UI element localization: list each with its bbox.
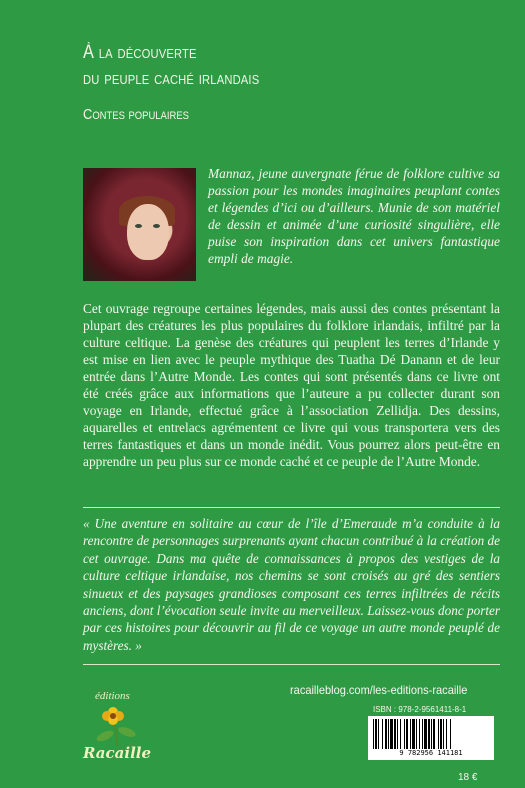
- publisher-logo: [83, 690, 151, 768]
- author-quote: « Une aventure en solitaire au cœur de l’île d’Emeraude m’a conduite à la rencontre de personnages surprenants ayant chacun contribué à la création de cet ouvrage. Dans ma quête de connaissances à propos des vestiges de la culture celtique irlandaise, nos chemins se sont croisés au gré des sentiers sinueux et des paysages grandioses composant ces terres infiltrées de récits anciens, dont l’évocation seule invite au merveilleux. Laissez-vous donc porter par ces histoires pour découvrir au fil de ce voyage un autre monde peuplé de mystères. »: [83, 516, 500, 653]
- portrait-eye-left: [135, 224, 142, 228]
- barcode-bar: [375, 719, 377, 749]
- barcode-bar: [433, 719, 435, 749]
- barcode-bar: [428, 719, 430, 749]
- barcode-bar: [404, 719, 405, 749]
- barcode-bars: [371, 719, 491, 749]
- barcode-bar: [443, 719, 444, 749]
- barcode-bar: [400, 719, 401, 749]
- barcode-block: [368, 705, 500, 769]
- author-bio: Mannaz, jeune auvergnate férue de folklore cultive sa passion pour les mondes imaginaires peuplant contes et légendes d’ici ou d’ailleurs. Munie de son matériel de dessin et animée d’une curiosité singulière, elle puise son inspiration dans cet univers fantastique empli de magie.: [208, 166, 500, 266]
- barcode-bar: [388, 719, 389, 749]
- author-portrait: [83, 168, 196, 281]
- logo-name-text: Racaille: [83, 744, 152, 762]
- isbn-text: ISBN : 978-2-9561411-8-1: [373, 705, 467, 714]
- barcode-bar: [416, 719, 417, 749]
- barcode-digits: 9 782956 141181: [399, 749, 463, 757]
- book-summary: Cet ouvrage regroupe certaines légendes, mais aussi des contes présentant la plupart des créatures les plus populaires du folklore irlandais, infiltré par la culture celtique. La genèse des créatures qui peuplent les terres d’Irlande y est mise en lien avec le peuple mythique des Tuatha Dé Danann et de leur entrée dans l’Autre Monde. Les contes qui sont présentés dans ce livre ont été créés grâce aux informations que l’auteure a pu collecter durant son voyage en Irlande, effectué grâce à l’association Zellidja. Des dessins, aquarelles et entrelacs agrémentent ce livre qui vous transportera vers des terres fantastiques et dans un monde inédit. Vous pourrez alors peut-être en apprendre un peu plus sur ce monde caché et ce peuple de l’Autre Monde.: [83, 301, 500, 469]
- barcode-bar: [397, 719, 398, 749]
- barcode-bar: [446, 719, 447, 749]
- divider-bottom: [83, 664, 500, 665]
- logo-top-text: éditions: [95, 690, 130, 702]
- title-line-2: du peuple caché irlandais: [83, 68, 260, 89]
- barcode-bar: [431, 719, 432, 749]
- publisher-url: racailleblog.com/les-editions-racaille: [290, 683, 468, 697]
- portrait-eye-right: [153, 224, 160, 228]
- barcode-bar: [406, 719, 408, 749]
- barcode-bar: [378, 719, 379, 749]
- book-subtitle: Contes populaires: [83, 106, 189, 123]
- barcode-bar: [422, 719, 423, 749]
- barcode-bar: [419, 719, 420, 749]
- barcode-bar: [382, 719, 383, 749]
- barcode-bar: [450, 719, 451, 749]
- title-line-1: À la découverte: [83, 42, 197, 63]
- barcode-bar: [412, 719, 415, 749]
- barcode-bar: [373, 719, 374, 749]
- price: 18 €: [458, 772, 478, 783]
- barcode-bar: [440, 719, 442, 749]
- barcode-bar: [394, 719, 396, 749]
- portrait-face: [127, 204, 169, 260]
- barcode-bar: [424, 719, 427, 749]
- barcode-bar: [385, 719, 387, 749]
- divider-top: [83, 507, 500, 508]
- barcode-bar: [438, 719, 439, 749]
- barcode-bar: [390, 719, 393, 749]
- barcode-bar: [410, 719, 411, 749]
- barcode: [368, 716, 494, 760]
- book-title: [83, 40, 444, 92]
